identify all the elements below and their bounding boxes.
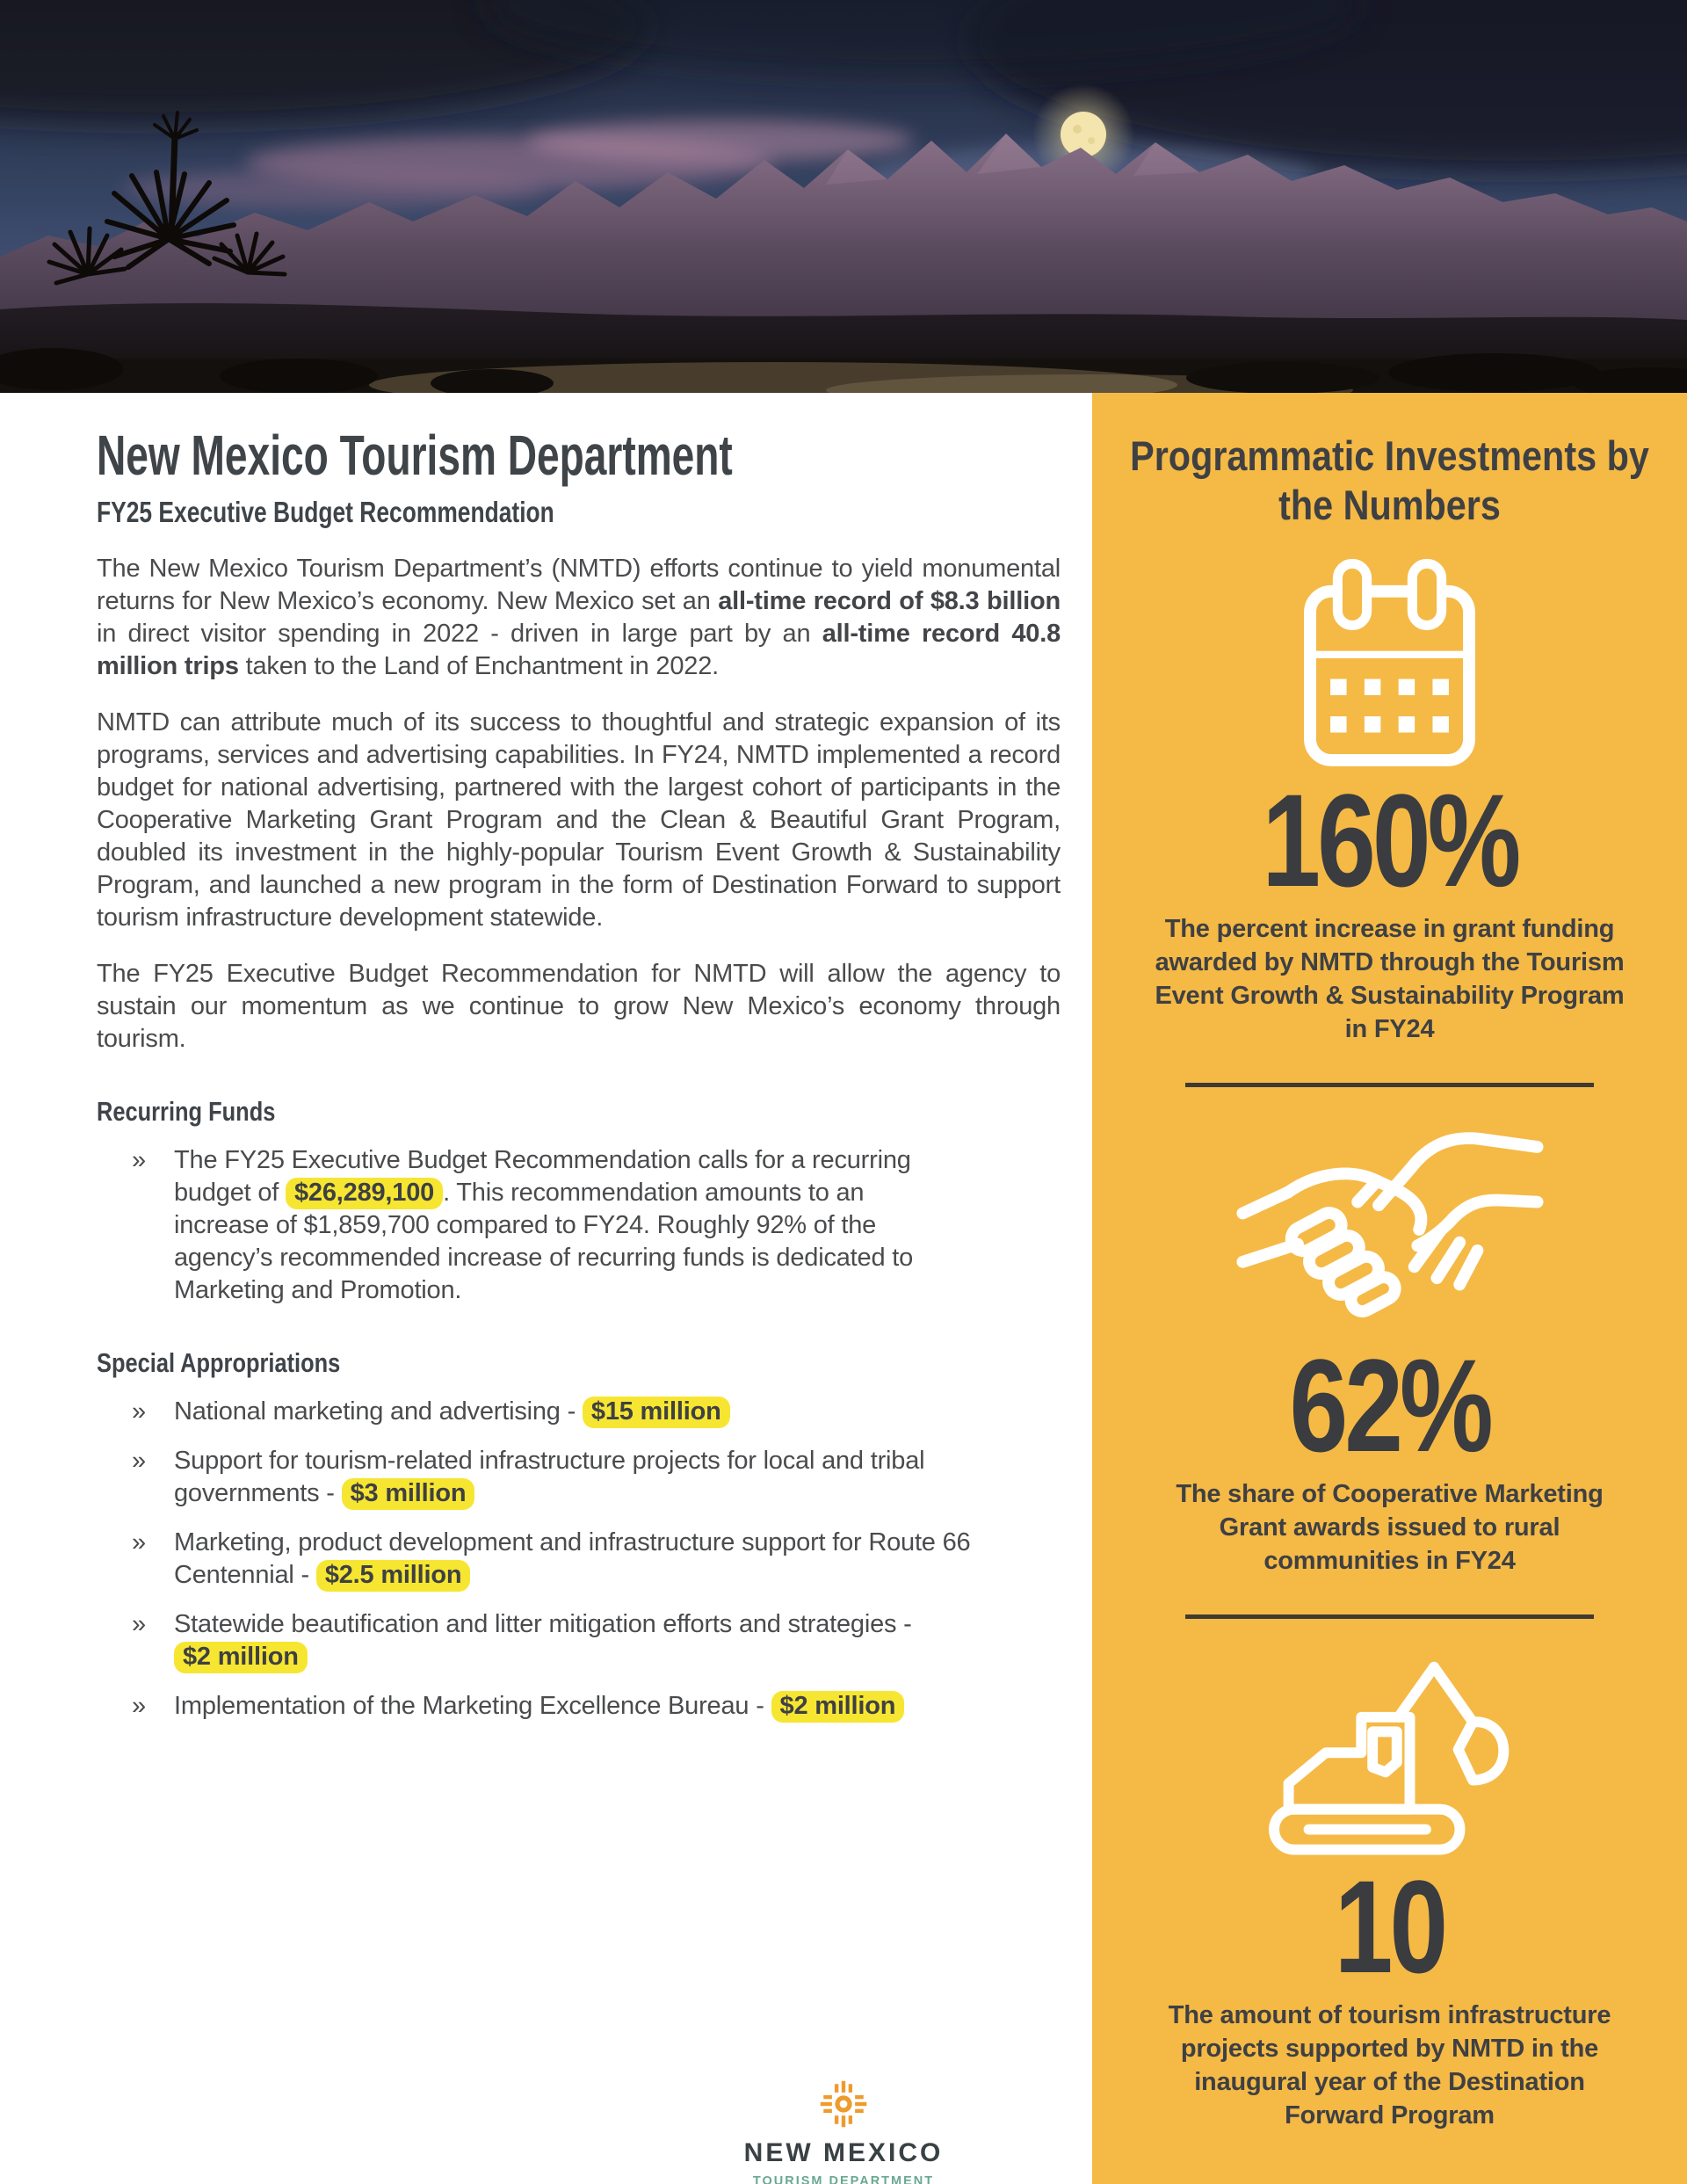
chevron-bullet-icon: » bbox=[132, 1610, 147, 1639]
fy25-paragraph: The FY25 Executive Budget Recommendation for NMTD will allow the agency to sustain our momentum as we continue to grow New Mexico’s economy through tourism. bbox=[97, 960, 1061, 1054]
handshake-icon bbox=[1236, 1122, 1544, 1335]
record-spending-bold: all-time record of $8.3 billion bbox=[718, 587, 1061, 616]
zia-symbol-icon bbox=[818, 2079, 869, 2129]
chevron-bullet-icon: » bbox=[132, 1447, 147, 1476]
highlighted-amount: $26,289,100 bbox=[286, 1178, 443, 1209]
bullet-text bbox=[174, 1608, 1035, 1673]
intro-text: in direct visitor spending in 2022 - driven in large part by an bbox=[97, 620, 822, 649]
stat-value-rural-share: 62% bbox=[1289, 1331, 1490, 1479]
highlighted-amount: $2 million bbox=[771, 1691, 905, 1723]
bullet-text bbox=[174, 1527, 1035, 1592]
chevron-bullet-icon: » bbox=[132, 1528, 147, 1557]
logo-department-name: TOURISM DEPARTMENT bbox=[752, 2174, 935, 2184]
bullet-text: Implementation of the Marketing Excellence Bureau - bbox=[174, 1692, 771, 1721]
intro-paragraph bbox=[97, 553, 1061, 683]
list-item bbox=[97, 1144, 1061, 1307]
stat-caption: The amount of tourism infrastructure projects supported by NMTD in the inaugural year of the Destination Forward Program bbox=[1168, 2000, 1611, 2130]
chevron-bullet-icon: » bbox=[132, 1146, 147, 1175]
nmtd-logo bbox=[712, 2079, 975, 2184]
bullet-text: Marketing, product development and infrastructure support for Route 66 Centennial - bbox=[174, 1528, 971, 1590]
stat-value-grant-increase: 160% bbox=[1262, 765, 1517, 914]
main-content-column bbox=[0, 393, 1092, 2184]
bullet-text: National marketing and advertising - bbox=[174, 1397, 583, 1426]
recurring-funds-heading: Recurring Funds bbox=[97, 1096, 276, 1128]
bullet-text bbox=[174, 1690, 904, 1723]
page-subtitle: FY25 Executive Budget Recommendation bbox=[97, 496, 554, 529]
bullet-text: Support for tourism-related infrastructure projects for local and tribal governments - bbox=[174, 1447, 925, 1508]
section-divider bbox=[1185, 1083, 1594, 1087]
list-item bbox=[97, 1690, 1061, 1723]
highlighted-amount: $2.5 million bbox=[316, 1560, 471, 1592]
list-item bbox=[97, 1445, 1061, 1510]
recurring-bullet-text bbox=[174, 1144, 965, 1307]
list-item bbox=[97, 1396, 1061, 1428]
logo-state-name: NEW MEXICO bbox=[743, 2138, 944, 2167]
list-item bbox=[97, 1608, 1061, 1673]
record-trips-bold: all-time record 40.8 million trips bbox=[97, 620, 1061, 681]
success-paragraph: NMTD can attribute much of its success to thoughtful and strategic expansion of its programs, services and advertising capabilities. In FY24, NMTD implemented a record budget for national advertising, partnered with the largest cohort of participants in the Cooperative Marketing Grant Program and the Clean & Beautiful Grant Program, doubled its investment in the highly-popular Tourism Event Growth & Sustainability Program, and launched a new program in the form of Destination Forward to support tourism infrastructure development statewide. bbox=[97, 708, 1061, 932]
list-item bbox=[97, 1527, 1061, 1592]
stats-sidebar bbox=[1092, 393, 1687, 2184]
special-appropriations-heading: Special Appropriations bbox=[97, 1347, 341, 1379]
bullet-text bbox=[174, 1445, 1035, 1510]
intro-text: The New Mexico Tourism Department’s (NMTD) efforts continue to yield monumental returns for New Mexico’s economy. New Mexico set an bbox=[97, 555, 1061, 616]
sidebar-heading: Programmatic Investments by the Numbers bbox=[1130, 432, 1649, 529]
bullet-text: . This recommendation amounts to an increase of $1,859,700 compared to FY24. Roughly 92% of the agency’s recommended increase of recurring funds is dedicated to Marketing and Promotion. bbox=[174, 1179, 914, 1305]
intro-text: taken to the Land of Enchantment in 2022. bbox=[238, 652, 719, 681]
section-divider bbox=[1185, 1614, 1594, 1619]
mountain-moon-photo bbox=[0, 0, 1687, 393]
stat-value-projects: 10 bbox=[1334, 1852, 1445, 2000]
page-title: New Mexico Tourism Department bbox=[97, 424, 733, 487]
highlighted-amount: $15 million bbox=[583, 1397, 730, 1428]
excavator-icon bbox=[1264, 1654, 1515, 1856]
chevron-bullet-icon: » bbox=[132, 1397, 147, 1426]
recurring-funds-list bbox=[97, 1144, 1061, 1307]
chevron-bullet-icon: » bbox=[132, 1692, 147, 1721]
highlighted-amount: $2 million bbox=[174, 1642, 308, 1673]
stat-caption: The share of Cooperative Marketing Grant awards issued to rural communities in FY24 bbox=[1176, 1479, 1604, 1575]
bullet-text: Statewide beautification and litter mitigation efforts and strategies - bbox=[174, 1610, 912, 1639]
calendar-icon bbox=[1300, 557, 1480, 770]
stat-caption: The percent increase in grant funding awarded by NMTD through the Tourism Event Growth & Sustainability Program in FY24 bbox=[1155, 914, 1625, 1043]
special-appropriations-list bbox=[97, 1396, 1061, 1723]
bullet-text bbox=[174, 1396, 730, 1428]
hero-photo bbox=[0, 0, 1687, 393]
bullet-text: The FY25 Executive Budget Recommendation calls for a recurring budget of bbox=[174, 1146, 911, 1208]
highlighted-amount: $3 million bbox=[342, 1478, 475, 1510]
